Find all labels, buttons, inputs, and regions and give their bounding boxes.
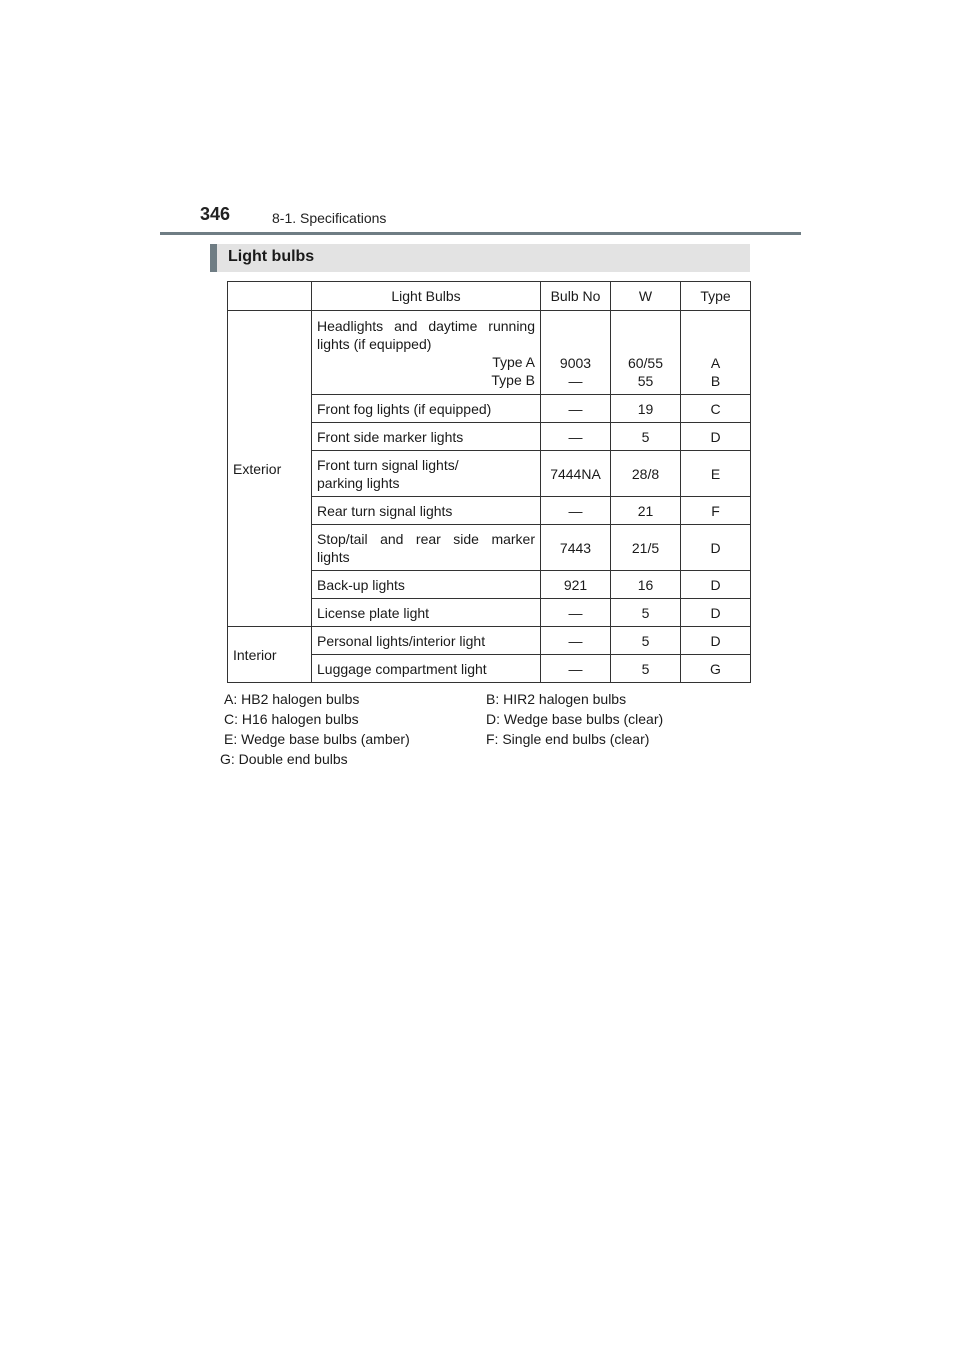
legend-item-g: G: Double end bulbs	[220, 751, 348, 767]
light-cell: Luggage compartment light	[312, 655, 541, 683]
bulb-no-cell: —	[541, 599, 611, 627]
headlights-type-val-a: A	[710, 355, 721, 371]
table-header-row	[228, 282, 751, 311]
table-row	[228, 627, 751, 655]
legend-row	[220, 729, 740, 749]
watt-cell: 5	[611, 627, 681, 655]
section-title: Light bulbs	[228, 248, 315, 265]
legend-item-a: A: HB2 halogen bulbs	[224, 691, 360, 707]
watt-cell: 5	[611, 655, 681, 683]
bulb-no-cell: 7444NA	[541, 451, 611, 497]
headlights-label-line1: Headlights and daytime running	[317, 317, 535, 334]
column-header-type: Type	[681, 282, 751, 311]
headlights-type	[681, 311, 751, 395]
type-cell: F	[681, 497, 751, 525]
exterior-group-label: Exterior	[228, 311, 312, 627]
watt-cell: 5	[611, 423, 681, 451]
light-cell: Personal lights/interior light	[312, 627, 541, 655]
table-row	[228, 311, 751, 395]
type-cell: D	[681, 627, 751, 655]
light-cell: Rear turn signal lights	[312, 497, 541, 525]
type-cell: D	[681, 571, 751, 599]
section-reference: 8-1. Specifications	[272, 210, 387, 226]
type-cell: C	[681, 395, 751, 423]
light-cell	[312, 451, 541, 497]
bulb-no-cell: —	[541, 627, 611, 655]
watt-cell: 5	[611, 599, 681, 627]
legend-item-e: E: Wedge base bulbs (amber)	[224, 731, 410, 747]
bulb-no-cell: —	[541, 395, 611, 423]
light-cell-line1: Stop/tail and rear side marker	[317, 530, 535, 547]
column-header-w: W	[611, 282, 681, 311]
legend-item-b: B: HIR2 halogen bulbs	[486, 691, 627, 707]
type-cell: E	[681, 451, 751, 497]
headlights-type-val-b: B	[710, 373, 721, 389]
headlights-w-b: 55	[637, 373, 654, 389]
legend-item-f: F: Single end bulbs (clear)	[486, 731, 650, 747]
type-cell: G	[681, 655, 751, 683]
light-cell: License plate light	[312, 599, 541, 627]
watt-cell: 21	[611, 497, 681, 525]
page-number: 346	[200, 204, 231, 224]
light-cell-line2: lights	[317, 548, 350, 565]
type-cell: D	[681, 423, 751, 451]
column-header-group	[228, 282, 312, 311]
light-bulbs-table	[227, 281, 751, 683]
light-cell: Front side marker lights	[312, 423, 541, 451]
bulb-no-cell: 7443	[541, 525, 611, 571]
watt-cell: 28/8	[611, 451, 681, 497]
headlights-label-line2: lights (if equipped)	[317, 335, 432, 352]
watt-cell: 19	[611, 395, 681, 423]
bulb-no-cell: —	[541, 655, 611, 683]
legend-item-d: D: Wedge base bulbs (clear)	[486, 711, 664, 727]
headlights-bulb-no-a: 9003	[559, 355, 592, 371]
legend-item-c: C: H16 halogen bulbs	[224, 711, 359, 727]
header-rule	[160, 232, 801, 235]
column-header-bulb-no: Bulb No	[541, 282, 611, 311]
light-cell-line2: parking lights	[317, 474, 400, 491]
legend-row	[220, 689, 740, 709]
bulb-no-cell: 921	[541, 571, 611, 599]
bulb-type-legend	[220, 689, 740, 769]
watt-cell: 21/5	[611, 525, 681, 571]
bulb-no-cell: —	[541, 497, 611, 525]
light-cell-line1: Front turn signal lights/	[317, 456, 459, 473]
headlights-type-b: Type B	[491, 371, 535, 388]
type-cell: D	[681, 599, 751, 627]
light-cell: Front fog lights (if equipped)	[312, 395, 541, 423]
headlights-w	[611, 311, 681, 395]
type-cell: D	[681, 525, 751, 571]
legend-row	[220, 749, 740, 769]
legend-row	[220, 709, 740, 729]
headlights-w-a: 60/55	[627, 355, 664, 371]
column-header-light-bulbs: Light Bulbs	[312, 282, 541, 311]
bulb-no-cell: —	[541, 423, 611, 451]
headlights-bulb-no-b: —	[568, 373, 583, 389]
light-cell: Back-up lights	[312, 571, 541, 599]
light-cell	[312, 525, 541, 571]
interior-group-label: Interior	[228, 627, 312, 683]
watt-cell: 16	[611, 571, 681, 599]
headlights-type-a: Type A	[492, 353, 535, 370]
headlights-cell	[312, 311, 541, 395]
section-heading-bar	[210, 244, 750, 272]
headlights-bulb-no	[541, 311, 611, 395]
